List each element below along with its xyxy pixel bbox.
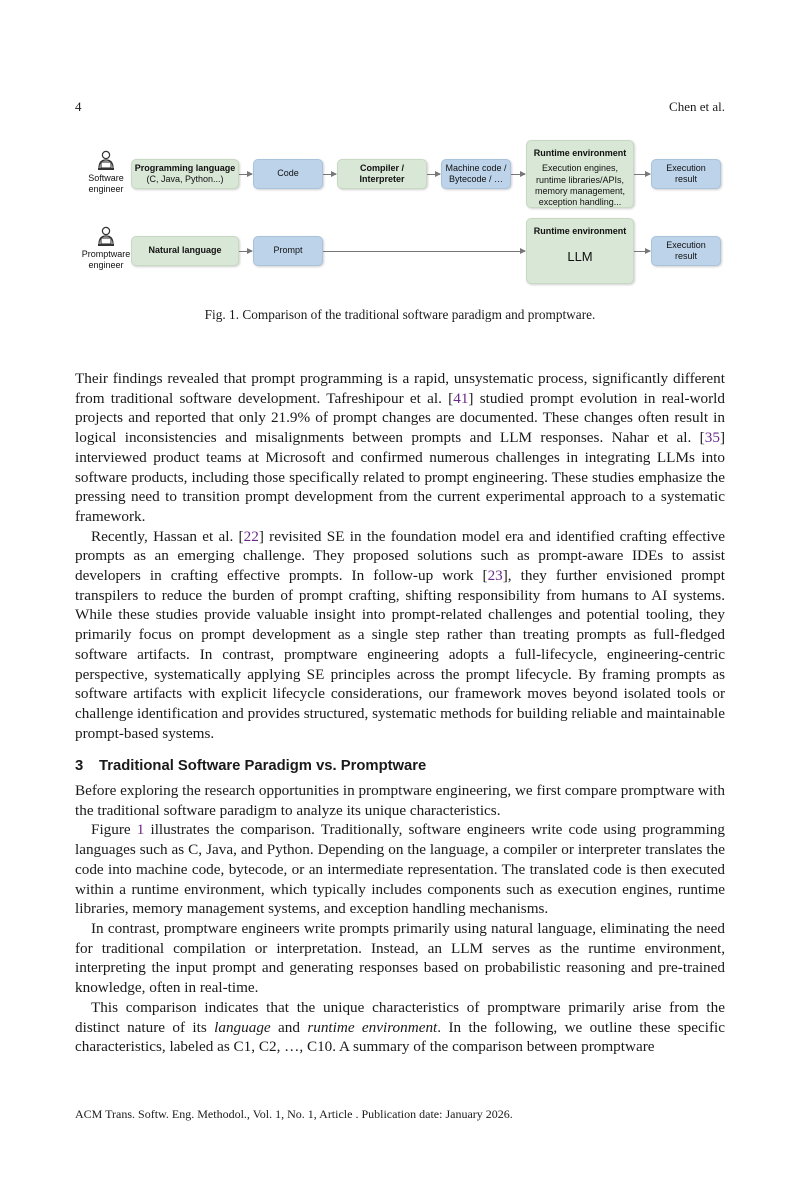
machine-code-label: Machine code / Bytecode / …: [445, 162, 507, 184]
compiler-box: [337, 159, 427, 189]
person-laptop-icon: [95, 150, 117, 172]
execution-result-label: Execution result: [666, 239, 706, 261]
compiler-label: Compiler / Interpreter: [359, 162, 405, 184]
paragraph: In contrast, promptware engineers write prompts primarily using natural language, eliminating the need for traditional compilation or interpretation. Instead, an LLM serves as the runtime environment, interpreting the input prompt and generating responses based on probabilistic reasoning and pre-trained knowledge, often in real-time.: [75, 919, 725, 997]
execution-result-box: [651, 159, 721, 189]
arrow: [239, 174, 252, 175]
page-footer: ACM Trans. Softw. Eng. Methodol., Vol. 1, No. 1, Article . Publication date: January 2026.: [75, 1107, 513, 1121]
figure-1: [78, 138, 728, 286]
execution-result-label: Execution result: [666, 162, 706, 184]
citation-link[interactable]: 35: [704, 429, 720, 447]
citation-link[interactable]: 41: [453, 389, 469, 407]
arrow: [239, 251, 252, 252]
page-number: 4: [75, 99, 82, 114]
running-author: Chen et al.: [669, 99, 725, 114]
promptware-engineer-label: Promptware engineer: [81, 249, 131, 271]
text-run: Figure: [91, 821, 137, 839]
arrow: [427, 174, 440, 175]
programming-language-title: Programming language: [134, 162, 236, 173]
prompt-label: Prompt: [273, 245, 303, 256]
arrow: [323, 174, 336, 175]
text-run: This comparison indicates that the unique characteristics of promptware primarily arise from the distinct nature of its: [75, 998, 725, 1036]
machine-code-box: [441, 159, 511, 189]
section-title: Traditional Software Paradigm vs. Promptware: [99, 758, 427, 775]
runtime-environment-box: [526, 140, 634, 208]
arrow: [511, 174, 525, 175]
natural-language-title: Natural language: [148, 245, 222, 256]
arrow: [634, 251, 650, 252]
running-header: [75, 99, 725, 117]
arrow: [323, 251, 525, 252]
code-label: Code: [277, 168, 299, 179]
llm-runtime-box: [526, 218, 634, 284]
emphasis: runtime environment: [307, 1018, 438, 1036]
text-run: ] studied prompt evolution in real-world projects and reported that only 21.9% of prompt changes are documented. These changes often result in logical inconsistencies and misalignments between prompts and LLM responses. Nahar et al. [: [75, 389, 725, 447]
text-run: ] interviewed product teams at Microsoft and confirmed numerous challenges in integrating LLMs into software products, including those specifically related to prompt engineering. These studies emphasize the pressing need to transition prompt development from the current experimental approach to a systematic framework.: [75, 429, 725, 525]
text-run: Their findings revealed that prompt programming is a rapid, unsystematic process, significantly different from traditional software development. Tafreshipour et al. [: [75, 370, 725, 407]
software-engineer-label: Software engineer: [88, 173, 124, 195]
person-laptop-icon: [95, 226, 117, 248]
code-box: [253, 159, 323, 189]
llm-label: LLM: [567, 249, 593, 265]
section-number: 3: [75, 758, 84, 775]
execution-result-box: [651, 236, 721, 266]
programming-language-examples: (C, Java, Python...): [146, 174, 224, 184]
paragraph: [75, 820, 725, 919]
paragraph: Before exploring the research opportunities in promptware engineering, we first compare promptware with the traditional software paradigm to analyze its unique characteristics.: [75, 782, 725, 819]
citation-link[interactable]: 23: [487, 567, 503, 585]
arrow: [634, 174, 650, 175]
text-run: illustrates the comparison. Traditionally, software engineers write code using programming languages such as C, Java, and Python. Depending on the language, a compiler or interpreter translates the code into machine code, bytecode, or an intermediate representation. The translated code is then executed within a runtime environment, which typically includes components such as execution engines, runtime libraries, memory management systems, and exception handling mechanisms.: [75, 821, 725, 918]
prompt-box: [253, 236, 323, 266]
paragraph: [75, 998, 725, 1057]
section-heading: [75, 757, 725, 777]
runtime-environment-title: Runtime environment: [533, 148, 627, 158]
emphasis: language: [214, 1018, 271, 1036]
text-run: Recently, Hassan et al. [: [91, 527, 244, 545]
paragraph: [75, 527, 725, 744]
text-run: . In the following, we outline these specific characteristics, labeled as C1, C2, …, C10. A summary of the comparison between promptware: [75, 1018, 725, 1056]
software-engineer-actor: [76, 150, 136, 196]
figure-reference-link[interactable]: 1: [136, 821, 145, 839]
text-run: and: [270, 1018, 308, 1036]
paragraph: [75, 369, 725, 527]
text-run: ] revisited SE in the foundation model era and identified crafting effective prompts as an emerging challenge. They proposed solutions such as prompt-aware IDEs to assist developers in crafting effective prompts. In follow-up work [: [75, 527, 726, 585]
body-text: [75, 369, 725, 1057]
figure-caption: Fig. 1. Comparison of the traditional software paradigm and promptware.: [204, 307, 596, 322]
runtime-environment-description: Execution engines, runtime libraries/APIs, memory management, exception handling...: [534, 163, 626, 207]
natural-language-box: [131, 236, 239, 266]
programming-language-box: [131, 159, 239, 189]
text-run: ], they further envisioned prompt transpilers to reduce the burden of prompt crafting, shifting responsibility from humans to AI systems. While these studies provide valuable insight into prompt-related challenges and potential tooling, they primarily focus on prompt development as a single step rather than treating prompts as full-fledged software artifacts. In contrast, promptware engineering adopts a full-lifecycle, engineering-centric perspective, systematically applying SE principles across the prompt lifecycle. By framing prompts as software artifacts with explicit lifecycle considerations, our framework moves beyond isolated tools or challenge identification and provides structured, systematic methods for building reliable and maintainable prompt-based systems.: [75, 567, 725, 742]
citation-link[interactable]: 22: [243, 527, 259, 545]
promptware-engineer-actor: [76, 226, 136, 272]
llm-runtime-title: Runtime environment: [533, 226, 627, 236]
